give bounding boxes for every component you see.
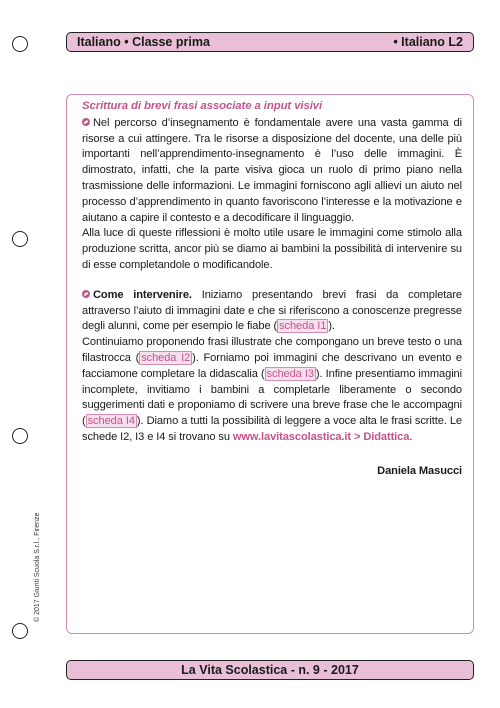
binder-hole-1 — [12, 36, 28, 52]
footer-issue: La Vita Scolastica - n. 9 - 2017 — [181, 663, 359, 677]
intro-paragraph-1: Nel percorso d’insegnamento è fondamentale avere una vasta gamma di risorse a cui attingere. Tra le risorse a disposizione del docente, una delle più importanti nell’apprendimento-insegnamento è l’uso delle immagini. È dimostrato, infatti, che la parte visiva gioca un ruolo di primo piano nella trasmissione delle informazioni. Le immagini forniscono agli allievi un aiuto nel processo d’apprendimento in quanto favoriscono l’interesse e la motivazione e aiutano a capire il contesto e a decodificare il linguaggio. — [82, 116, 462, 224]
binder-hole-2 — [12, 231, 28, 247]
binder-hole-3 — [12, 428, 28, 444]
header-tag: • Italiano L2 — [393, 35, 463, 49]
scheda-link-4[interactable]: scheda I4 — [87, 415, 135, 428]
scheda-link-3[interactable]: scheda I3 — [266, 367, 314, 380]
pen-bullet-icon — [82, 118, 90, 126]
author-name: Daniela Masucci — [377, 464, 462, 477]
footer-bar — [66, 660, 474, 680]
intervene-heading: Come intervenire. — [93, 288, 192, 301]
scheda-link-1[interactable]: scheda I1 — [279, 320, 327, 333]
header-subject: Italiano • Classe prima — [77, 35, 210, 49]
pen-bullet-icon — [82, 290, 90, 298]
article-body — [82, 99, 462, 480]
website-link[interactable]: www.lavitascolastica.it > Didattica — [232, 430, 410, 443]
binder-hole-4 — [12, 623, 28, 639]
intervene-paragraph-1: Come intervenire. Iniziamo presentando brevi frasi da completare attraverso l’aiuto di immagini date e che si riferiscono a conoscenze pregresse degli alunni, come per esempio le fiabe ( scheda I1 ). — [82, 288, 462, 333]
section-title: Scrittura di brevi frasi associate a input visivi — [82, 100, 323, 112]
header-bar — [66, 32, 474, 52]
copyright-note: © 2017 Giunti Scuola S.r.l., Firenze — [34, 512, 41, 622]
intro-paragraph-2: Alla luce di queste riflessioni è molto utile usare le immagini come stimolo alla produzione scritta, ancor più se diamo ai bambini la possibilità di intervenire su di esse completandole o modificandole. — [82, 227, 462, 271]
scheda-link-2[interactable]: scheda I2 — [141, 351, 191, 364]
intervene-paragraph-2: Continuiamo proponendo frasi illustrate che compongano un breve testo o una filastrocca ( scheda I2 ). Forniamo poi immagini che descrivano un evento e facciamone completare la didascalia ( scheda I3 ). Infine presentiamo immagini incomplete, invitiamo i bambini a completarle liberamente o secondo suggerimenti dati e proponiamo di scrivere una breve frase che le accompagni ( scheda I4 ). Diamo a tutti la possibilità di leggere a voce alta le frasi scritte. Le schede I2, I3 e I4 si trovano su www.lavitascolastica.it > Didattica. — [82, 336, 463, 443]
